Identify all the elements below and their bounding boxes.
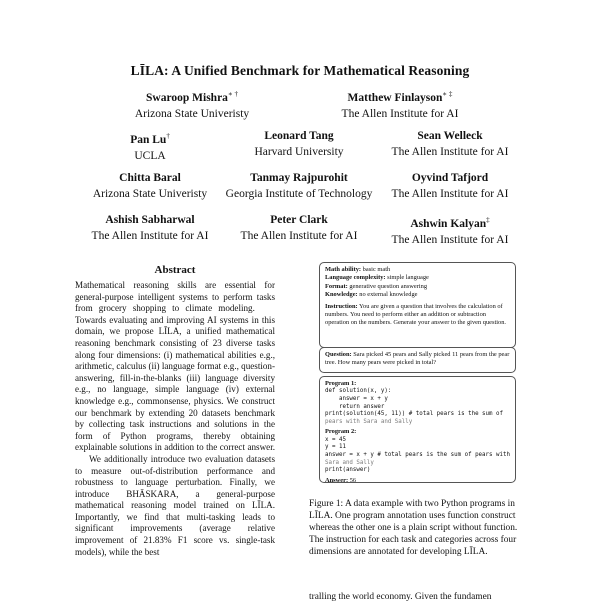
code-line: x = 45 <box>325 436 346 443</box>
abstract-heading: Abstract <box>154 264 196 276</box>
author-affiliation: Arizona State Univeristy <box>134 107 250 120</box>
meta-label: Knowledge: <box>325 291 358 299</box>
author-affiliation: UCLA <box>134 149 166 162</box>
abstract-body <box>75 280 275 600</box>
figure-question-box <box>319 347 516 373</box>
author-affiliation: The Allen Institute for AI <box>91 230 209 242</box>
author-name: Ashwin Kalyan <box>410 217 487 230</box>
author-name: Ashish Sabharwal <box>105 214 195 226</box>
abstract-paragraph: Towards evaluating and improving AI systems in this domain, we propose LĪLA, a unified mathematical reasoning benchmark consisting of 23 diverse tasks along four dimensions: (i) mathematical abilities e.g., arithmetic, calculus (ii) language format e.g., question-answering, fill-in-the-blanks (iii) language diversity e.g., no language, simple language (iv) external knowledge e.g., commonsense, physics. We construct our benchmark by extending 20 datasets benchmark by collecting task instructions and solutions in the form of Python programs, thereby obtaining explainable solutions in addition to the correct answer. <box>75 314 275 453</box>
author-mark: ∗ ‡ <box>442 90 453 98</box>
instruction-text: You are given a question that involves the calculation of numbers. You need to perform either an addition or subtraction operation on the numbers. Generate your answer to the given question. <box>325 302 507 327</box>
code-line: print(solution(45, 11)) # total pears is the sum of <box>325 411 503 418</box>
meta-value: generative question answering <box>349 282 428 290</box>
author-mark: ‡ <box>486 216 490 224</box>
program2-label: Program 2: <box>325 428 357 436</box>
meta-label: Format: <box>325 282 348 290</box>
author-name: Leonard Tang <box>264 130 334 142</box>
body-text-fragment: tralling the world economy. Given the fundamen <box>309 592 492 602</box>
author-mark: ∗ † <box>227 90 238 98</box>
meta-value: no external knowledge <box>359 291 418 299</box>
program1-label: Program 1: <box>325 380 357 387</box>
question-label: Question: <box>325 351 352 358</box>
author-name: Tanmay Rajpurohit <box>250 172 348 184</box>
author-mark: † <box>166 132 170 140</box>
code-line: answer = x + y # total pears is the sum of pears with <box>325 451 510 458</box>
author-affiliation: Harvard University <box>254 146 344 158</box>
author-card <box>355 212 545 248</box>
meta-value: simple language <box>387 274 429 282</box>
meta-label: Math ability: <box>325 266 362 273</box>
code-line: def solution(x, y): <box>325 388 392 395</box>
program1-code <box>325 388 510 426</box>
author-affiliation: The Allen Institute for AI <box>391 146 509 158</box>
answer-label: Answer: <box>325 476 349 484</box>
author-name: Chitta Baral <box>119 172 181 184</box>
figure-program-box <box>319 376 516 483</box>
author-card <box>97 86 287 122</box>
question-text: Sara picked 45 pears and Sally picked 11 pears from the pear tree. How many pears were picked in total? <box>325 351 510 367</box>
author-affiliation: The Allen Institute for AI <box>341 107 459 120</box>
author-card <box>355 128 545 160</box>
author-name: Sean Welleck <box>417 130 483 142</box>
author-affiliation: The Allen Institute for AI <box>391 188 509 200</box>
author-name: Pan Lu <box>130 133 167 146</box>
author-name: Matthew Finlayson <box>347 91 443 104</box>
code-line: print(answer) <box>325 467 371 474</box>
abstract-paragraph: Mathematical reasoning skills are essential for general-purpose intelligent systems to perform tasks from grocery shopping to climate modeling. <box>75 280 275 314</box>
author-name: Peter Clark <box>270 214 328 226</box>
meta-label: Language complexity: <box>325 274 386 282</box>
author-card <box>355 170 545 202</box>
author-affiliation: The Allen Institute for AI <box>391 233 509 246</box>
code-line: return answer <box>325 403 385 410</box>
figure-meta-box <box>319 262 516 348</box>
author-affiliation: Arizona State Univeristy <box>92 188 208 200</box>
code-line: y = 11 <box>325 444 346 451</box>
abstract-paragraph: We additionally introduce two evaluation datasets to measure out-of-distribution performance and robustness to language perturbation. Finally, we introduce BHĀSKARA, a general-purpose mathematical reasoning model trained on LĪLA. Importantly, we find that multi-tasking leads to significant improvements (average relative improvement of 21.83% F1 score vs. single-task models), while the best <box>75 453 275 557</box>
code-line: answer = x + y <box>325 396 388 402</box>
code-comment-line: Sara and Sally <box>325 459 374 466</box>
author-name: Swaroop Mishra <box>146 91 228 104</box>
author-affiliation: Georgia Institute of Technology <box>225 188 373 200</box>
author-name: Oyvind Tafjord <box>411 172 489 184</box>
author-affiliation: The Allen Institute for AI <box>240 230 358 242</box>
meta-value: basic math <box>362 266 391 273</box>
answer-value: 56 <box>349 476 357 484</box>
program2-code <box>325 437 510 475</box>
code-comment-line: pears with Sara and Sally <box>325 418 413 425</box>
paper-title: LĪLA: A Unified Benchmark for Mathematical Reasoning <box>130 63 470 78</box>
instruction-label: Instruction: <box>325 302 358 310</box>
author-card <box>305 86 495 122</box>
figure-caption: Figure 1: A data example with two Python programs in LĪLA. One program annotation uses function construct whereas the other one is a plain script without function. The instruction for each task and categories across four dimensions are annotated for developing LĪLA. <box>309 499 518 557</box>
